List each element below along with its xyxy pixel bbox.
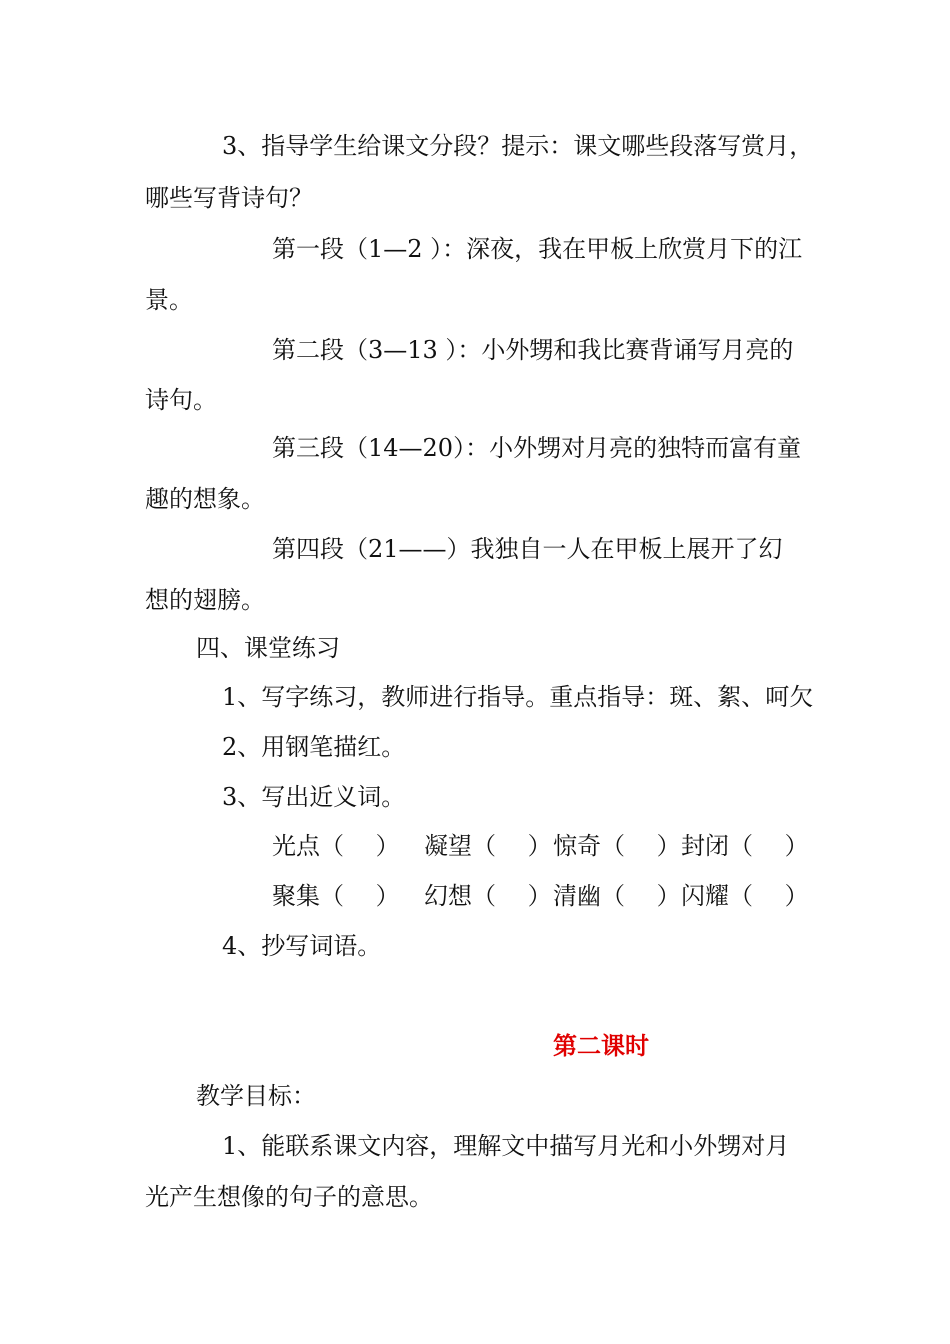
paragraph-line: 光产生想像的句子的意思。 <box>145 1183 433 1211</box>
paragraph-line: 第一段（1—2 ）：深夜，我在甲板上欣赏月下的江 <box>272 235 803 263</box>
goals-label: 教学目标： <box>196 1082 316 1110</box>
paragraph-line: 2、用钢笔描红。 <box>222 733 406 761</box>
synonym-item: 光点（ ） <box>272 832 400 860</box>
synonym-row <box>0 831 950 861</box>
paragraph-line: 1、能联系课文内容，理解文中描写月光和小外甥对月 <box>222 1132 790 1160</box>
synonym-item: 聚集（ ） <box>272 882 400 910</box>
paragraph-line: 第三段（14—20）：小外甥对月亮的独特而富有童 <box>272 434 802 462</box>
paragraph-line: 想的翅膀。 <box>145 586 265 614</box>
paragraph-line: 哪些写背诗句？ <box>145 184 313 212</box>
synonym-item: 惊奇（ ） <box>553 832 681 860</box>
paragraph-line: 3、指导学生给课文分段？提示：课文哪些段落写赏月， <box>222 132 814 160</box>
paragraph-line: 1、写字练习，教师进行指导。重点指导：斑、絮、呵欠 <box>222 683 814 711</box>
paragraph-line: 景。 <box>145 286 193 314</box>
synonym-row <box>0 881 950 911</box>
lesson-title: 第二课时 <box>553 1031 649 1060</box>
paragraph-line: 3、写出近义词。 <box>222 783 406 811</box>
synonym-item: 闪耀（ ） <box>681 882 809 910</box>
section-heading: 四、课堂练习 <box>196 634 340 662</box>
paragraph-line: 4、抄写词语。 <box>222 932 382 960</box>
paragraph-line: 第二段（3—13 ）：小外甥和我比赛背诵写月亮的 <box>272 336 794 364</box>
synonym-item: 清幽（ ） <box>553 882 681 910</box>
paragraph-line: 趣的想象。 <box>145 485 265 513</box>
synonym-item: 凝望（ ） <box>424 832 552 860</box>
synonym-item: 幻想（ ） <box>424 882 552 910</box>
synonym-item: 封闭（ ） <box>681 832 809 860</box>
paragraph-line: 诗句。 <box>145 386 217 414</box>
paragraph-line: 第四段（21——）我独自一人在甲板上展开了幻 <box>272 535 783 563</box>
